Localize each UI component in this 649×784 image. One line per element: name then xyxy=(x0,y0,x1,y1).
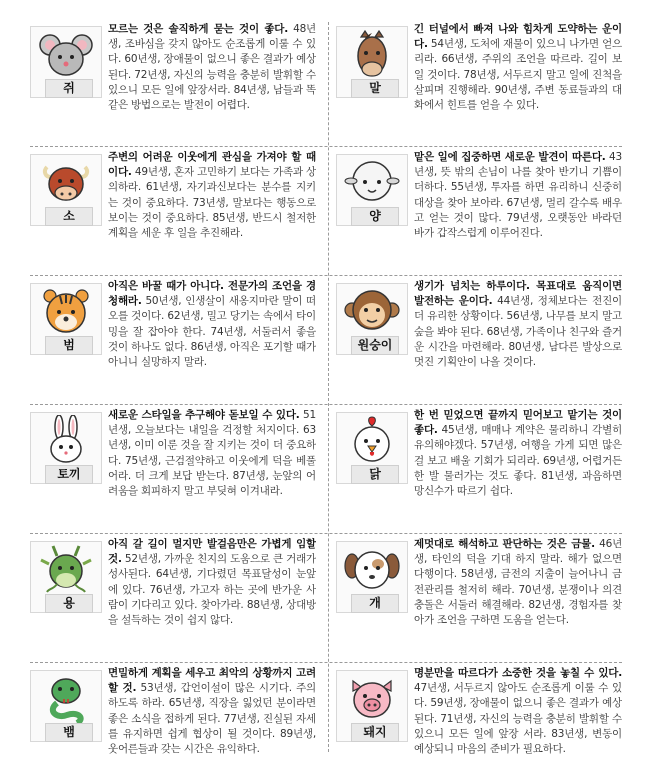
fortune-text xyxy=(414,150,622,241)
zodiac-icon-box xyxy=(336,26,408,98)
ox-icon xyxy=(37,157,95,209)
fortune-body: 47년생, 서두르지 않아도 순조롭게 이룰 수 있다. 59년생, 장애물이 없으니 좋은 결과가 예상된다. 71년생, 자신의 능력을 충분히 발휘할 수 있으니 모든 일에 앞장 서라. 83년생, 변동이 예상되니 마음의 준비가 필요하다. xyxy=(414,682,622,756)
zodiac-icon-box xyxy=(336,154,408,226)
zodiac-name-badge: 쥐 xyxy=(45,79,93,98)
fortune-headline: 제멋대로 해석하고 판단하는 것은 금물. xyxy=(414,538,595,550)
zodiac-card-ox xyxy=(30,150,316,268)
fortune-body: 50년생, 인생살이 새옹지마란 말이 떠오를 것이다. 62년생, 밀고 당기는 속에서 타이밍을 잘 잡아야 한다. 74년생, 서둘러서 좋을 것이 하나도 없다. 86년생, 아직은 포기할 때가 아니니 실망하지 말라. xyxy=(108,295,316,369)
fortune-text xyxy=(414,408,622,499)
row-divider xyxy=(30,404,622,405)
zodiac-card-rabbit xyxy=(30,408,316,526)
zodiac-name-badge: 범 xyxy=(45,336,93,355)
fortune-body: 52년생, 가까운 친지의 도움으로 큰 거래가 성사된다. 64년생, 기다렸던 목표달성이 눈앞에 있다. 76년생, 가고자 하는 곳에 반가운 사람이 기다리고 있다. 찾아가라. 88년생, 상대방을 설득하는 것이 쉽지 않다. xyxy=(108,553,316,627)
zodiac-card-mouse xyxy=(30,22,316,140)
zodiac-name-badge: 양 xyxy=(351,207,399,226)
fortune-headline: 한 번 믿었으면 끝까지 믿어보고 맡기는 것이 좋다. xyxy=(414,409,622,437)
fortune-body: 53년생, 갑언이설이 많은 시기다. 주의하도록 하라. 65년생, 직장을 잃었던 분이라면 좋은 소식을 접하게 된다. 77년생, 진실된 자세를 유지하면 쉽게 협상이 될 것이다. 89년생, 웃어른들과 갖는 시간은 유익하다. xyxy=(108,682,316,756)
row-divider xyxy=(30,146,622,147)
fortune-body: 44년생, 정체보다는 전진이 더 유리한 상황이다. 56년생, 나무를 보지 말고 숲을 봐야 된다. 68년생, 가족이나 친구와 즐거운 시간을 마련해라. 80년생, 남다른 발상으로 멋진 기획안이 나올 것이다. xyxy=(414,295,622,369)
zodiac-icon-box xyxy=(30,541,102,613)
monkey-icon xyxy=(343,286,401,338)
zodiac-icon-box xyxy=(30,670,102,742)
fortune-headline: 주변의 어려운 이웃에게 관심을 가져야 할 때이다. xyxy=(108,151,316,179)
fortune-body: 46년생, 타인의 덕을 기대 하지 말라. 해가 없으면 다행이다. 58년생, 금전의 지출이 늘어나니 금전관리를 철저히 해라. 70년생, 분쟁이나 의견충돌은 서둘러 해결해라. 82년생, 경험자를 찾아가 조언을 구하면 도움을 얻는다. xyxy=(414,538,622,627)
column-divider xyxy=(328,22,329,752)
fortune-text xyxy=(108,150,316,241)
zodiac-card-sheep xyxy=(336,150,622,268)
mouse-icon xyxy=(37,29,95,81)
zodiac-card-tiger xyxy=(30,279,316,397)
zodiac-card-pig xyxy=(336,666,622,784)
zodiac-card-dragon xyxy=(30,537,316,655)
rabbit-icon xyxy=(37,415,95,467)
zodiac-name-badge: 말 xyxy=(351,79,399,98)
zodiac-icon-box xyxy=(336,541,408,613)
zodiac-icon-box xyxy=(30,26,102,98)
zodiac-icon-box xyxy=(30,154,102,226)
fortune-text xyxy=(108,666,316,757)
fortune-headline: 모르는 것은 솔직하게 묻는 것이 좋다. xyxy=(108,23,288,35)
fortune-text xyxy=(108,22,316,113)
zodiac-name-badge: 돼지 xyxy=(351,723,399,742)
fortune-text xyxy=(108,408,316,499)
row-divider xyxy=(30,662,622,663)
tiger-icon xyxy=(37,286,95,338)
fortune-headline: 면밀하게 계획을 세우고 최악의 상황까지 고려할 것. xyxy=(108,667,316,695)
sheep-icon xyxy=(343,157,401,209)
zodiac-icon-box xyxy=(336,670,408,742)
row-divider xyxy=(30,533,622,534)
snake-icon xyxy=(37,673,95,725)
zodiac-icon-box xyxy=(30,283,102,355)
fortune-body: 48년생, 조바심을 갖지 않아도 순조롭게 이룰 수 있다. 60년생, 장애물이 없으니 좋은 결과가 예상된다. 72년생, 자신의 능력을 충분히 발휘할 수 있으니 모든 일에 앞장서라. 84년생, 남들과 똑같은 방법으로는 발전이 어렵다. xyxy=(108,23,316,112)
zodiac-name-badge: 뱀 xyxy=(45,723,93,742)
zodiac-card-monkey xyxy=(336,279,622,397)
pig-icon xyxy=(343,673,401,725)
zodiac-card-dog xyxy=(336,537,622,655)
zodiac-icon-box xyxy=(336,412,408,484)
zodiac-icon-box xyxy=(336,283,408,355)
fortune-body: 51년생, 오늘보다는 내일을 걱정할 처지이다. 63년생, 이미 이룬 것을 잘 지키는 것이 더 중요하다. 75년생, 근검절약하고 이웃에게 덕을 베풀어라. 더 크게 보답 받는다. 87년생, 눈앞의 어려움을 회피하지 말고 부딪혀 이겨내라. xyxy=(108,409,316,498)
dog-icon xyxy=(343,544,401,596)
fortune-headline: 아직은 바꿀 때가 아니다. 전문가의 조언을 경청해라. xyxy=(108,280,316,308)
zodiac-name-badge: 용 xyxy=(45,594,93,613)
fortune-headline: 새로운 스타일을 추구해야 돋보일 수 있다. xyxy=(108,409,300,421)
fortune-text xyxy=(414,22,622,113)
fortune-text xyxy=(414,537,622,628)
zodiac-card-snake xyxy=(30,666,316,784)
fortune-body: 54년생, 도처에 재물이 있으니 나가면 얻으리라. 66년생, 주위의 조언을 따르라. 길이 보일 것이다. 78년생, 서두르지 말고 일에 진척을 살피며 진행해라. 90년생, 주변 동료들과의 대화에서 힌트를 얻을 수 있다. xyxy=(414,38,622,112)
rooster-icon xyxy=(343,415,401,467)
fortune-headline: 생기가 넘치는 하루이다. 목표대로 움직이면 발전하는 운이다. xyxy=(414,280,622,308)
zodiac-card-horse xyxy=(336,22,622,140)
zodiac-name-badge: 원숭이 xyxy=(351,336,399,355)
zodiac-name-badge: 토끼 xyxy=(45,465,93,484)
zodiac-name-badge: 개 xyxy=(351,594,399,613)
zodiac-card-rooster xyxy=(336,408,622,526)
fortune-body: 43년생, 뜻 밖의 손님이 나를 찾아 반기니 기쁨이 더하다. 55년생, 투자를 하면 유리하니 신중히 대상을 찾아 보아라. 67년생, 멀리 갈수록 배우고 얻는 것이 많다. 79년생, 오랫동안 바라던 바가 갑작스럽게 이루어진다. xyxy=(414,151,622,240)
fortune-text xyxy=(108,537,316,628)
zodiac-icon-box xyxy=(30,412,102,484)
fortune-text xyxy=(108,279,316,370)
fortune-text xyxy=(414,666,622,757)
fortune-headline: 아직 갈 길이 멀지만 발걸음만은 가볍게 임할 것. xyxy=(108,538,316,566)
fortune-headline: 긴 터널에서 빠져 나와 힘차게 도약하는 운이다. xyxy=(414,23,622,51)
fortune-body: 45년생, 매매나 계약은 물리하니 각별히 유의해야겠다. 57년생, 여행을 가게 되면 많은 걸 보고 배울 기회가 되리라. 69년생, 어렵거든 한 발 물러가는 것도 좋다. 81년생, 과음하면 망신수가 따르기 쉽다. xyxy=(414,424,622,498)
fortune-text xyxy=(414,279,622,370)
dragon-icon xyxy=(37,544,95,596)
zodiac-name-badge: 소 xyxy=(45,207,93,226)
horse-icon xyxy=(343,29,401,81)
fortune-headline: 맡은 일에 집중하면 새로운 발견이 따른다. xyxy=(414,151,606,163)
fortune-body: 49년생, 혼자 고민하기 보다는 가족과 상의하라. 61년생, 자기과신보다는 분수를 지키는 것이 중요하다. 73년생, 말보다는 행동으로 보이는 것이 중요하다. 85년생, 반드시 철저한 계획을 세운 후 일을 추진해라. xyxy=(108,166,316,240)
row-divider xyxy=(30,275,622,276)
fortune-headline: 명분만을 따르다가 소중한 것을 놓칠 수 있다. xyxy=(414,667,622,679)
zodiac-name-badge: 닭 xyxy=(351,465,399,484)
